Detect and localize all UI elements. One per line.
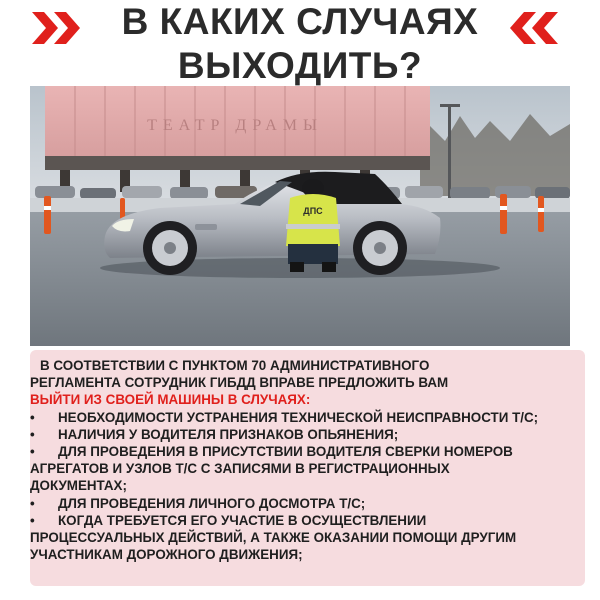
intro-line-1: В СООТВЕТСТВИИ С ПУНКТОМ 70 АДМИНИСТРАТИВНОГО	[40, 358, 430, 373]
highlight-heading: ВЫЙТИ ИЗ СВОЕЙ МАШИНЫ В СЛУЧАЯХ:	[30, 392, 311, 408]
list-item-text-cont: ПРОЦЕССУАЛЬНЫХ ДЕЙСТВИЙ, А ТАКЖЕ ОКАЗАНИИ ПОМОЩИ ДРУГИМ	[30, 530, 517, 546]
list-item	[30, 495, 590, 512]
bullet-icon: •	[30, 495, 35, 511]
list-item	[30, 443, 590, 495]
photo-police-stop	[30, 86, 570, 346]
title-line-2: ВЫХОДИТЬ?	[177, 45, 423, 86]
list-item-text: КОГДА ТРЕБУЕТСЯ ЕГО УЧАСТИЕ В ОСУЩЕСТВЛЕНИИ	[58, 512, 427, 528]
bullet-icon: •	[30, 444, 35, 460]
vest-label: ДПС	[303, 206, 323, 216]
list-item-text: НАЛИЧИЯ У ВОДИТЕЛЯ ПРИЗНАКОВ ОПЬЯНЕНИЯ;	[58, 426, 399, 442]
list-item-text: ДЛЯ ПРОВЕДЕНИЯ В ПРИСУТСТВИИ ВОДИТЕЛЯ СВЕРКИ НОМЕРОВ	[58, 444, 513, 460]
list-item-text-cont: ДОКУМЕНТАХ;	[30, 478, 127, 494]
bullet-icon: •	[30, 409, 35, 425]
theatre-sign: ТЕАТР ДРАМЫ	[147, 117, 323, 134]
list-item	[30, 409, 590, 426]
bullet-icon: •	[30, 512, 35, 528]
double-chevron-left-icon	[500, 8, 560, 48]
list-item	[30, 512, 590, 564]
list-item-text: ДЛЯ ПРОВЕДЕНИЯ ЛИЧНОГО ДОСМОТРА Т/С;	[58, 495, 366, 511]
header	[0, 0, 600, 92]
photo-illustration	[30, 86, 570, 346]
list-item-text: НЕОБХОДИМОСТИ УСТРАНЕНИЯ ТЕХНИЧЕСКОЙ НЕИСПРАВНОСТИ Т/С;	[58, 409, 539, 425]
list-item	[30, 426, 590, 443]
list-item-text-cont: АГРЕГАТОВ И УЗЛОВ Т/С С ЗАПИСЯМИ В РЕГИСТРАЦИОННЫХ	[30, 461, 450, 477]
bullet-icon: •	[30, 426, 35, 442]
intro-line-2: РЕГЛАМЕНТА СОТРУДНИК ГИБДД ВПРАВЕ ПРЕДЛОЖИТЬ ВАМ	[30, 375, 449, 391]
list-item-text-cont: УЧАСТНИКАМ ДОРОЖНОГО ДВИЖЕНИЯ;	[30, 547, 303, 563]
title-line-1: В КАКИХ СЛУЧАЯХ	[121, 1, 479, 42]
info-text	[30, 357, 590, 563]
